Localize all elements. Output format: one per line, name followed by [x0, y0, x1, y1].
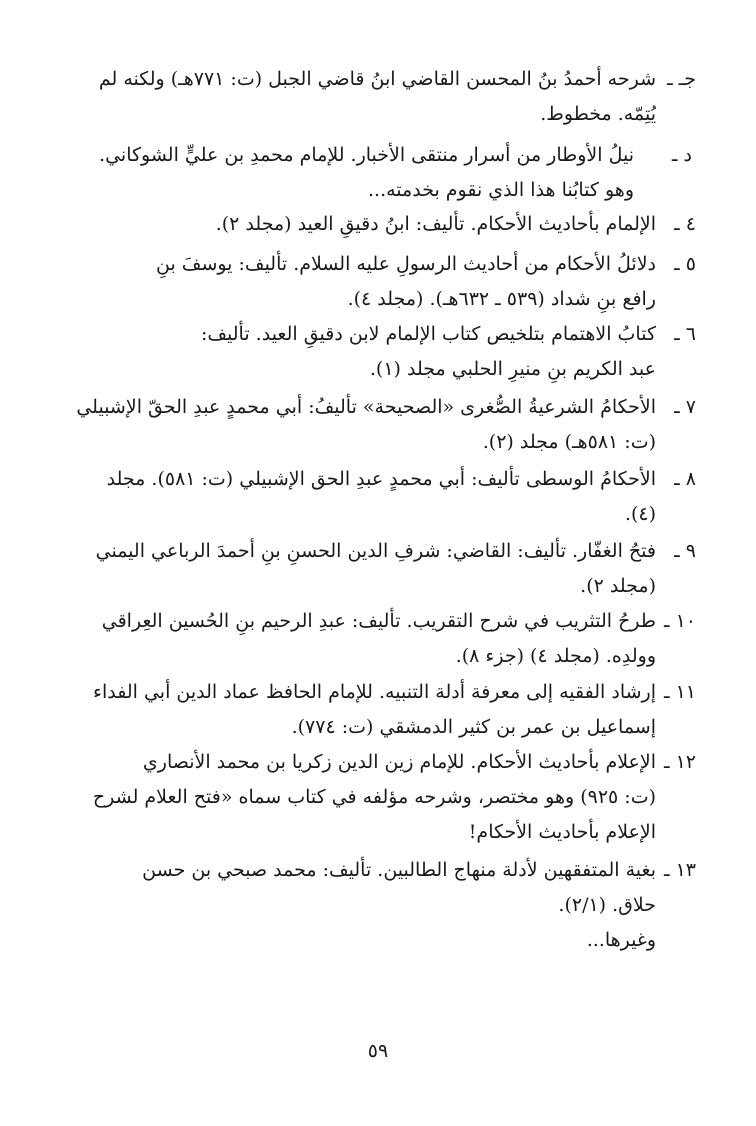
item-text-line: (مجلد ٢).	[580, 575, 656, 597]
item-text-line: يُتِمّه. مخطوط.	[540, 103, 656, 125]
item-text-line: (ت: ٥٨١هـ) مجلد (٢).	[482, 431, 656, 453]
list-item	[72, 853, 696, 958]
item-text-line: شرحه أحمدُ بنُ المحسن القاضي ابنُ قاضي الجبل (ت: ٧٧١هـ) ولكنه لم	[98, 68, 656, 90]
item-marker: ٥ ـ	[674, 253, 696, 275]
item-marker: ٩ ـ	[674, 540, 696, 562]
list-item	[72, 604, 696, 674]
list-item	[72, 534, 696, 604]
item-marker: ٧ ـ	[674, 396, 696, 418]
item-text-line: رافع بنِ شداد (٥٣٩ ـ ٦٣٢هـ). (مجلد ٤).	[347, 288, 656, 310]
item-text-line: إسماعيل بن عمر بن كثير الدمشقي (ت: ٧٧٤).	[291, 716, 656, 738]
item-marker: ٨ ـ	[674, 468, 696, 490]
item-text-line: بغية المتفقهين لأدلة منهاج الطالبين. تأليف: محمد صبحي بن حسن	[142, 859, 656, 881]
item-text-line: الأحكامُ الوسطى تأليف: أبي محمدٍ عبدِ الحق الإشبيلي (ت: ٥٨١). مجلد	[106, 468, 656, 490]
item-text-line: وولدِه. (مجلد ٤) (جزء ٨).	[455, 645, 656, 667]
item-text-line: حلاق. (٢/١).	[558, 894, 656, 916]
item-text-line: وهو كتابُنا هذا الذي نقوم بخدمته...	[368, 179, 634, 201]
list-item	[72, 462, 696, 532]
item-marker: د ـ	[671, 144, 692, 166]
item-marker: ١٠ ـ	[663, 610, 696, 632]
item-marker: جـ ـ	[667, 68, 696, 90]
item-marker: ١١ ـ	[663, 681, 696, 703]
list-item	[72, 317, 696, 387]
item-text-line: عبد الكريم بنِ منيرِ الحلبي مجلد (١).	[369, 358, 656, 380]
item-text-line: الأحكامُ الشرعيةُ الصُّغرى «الصحيحة» تأليفُ: أبي محمدٍ عبدِ الحقّ الإشبيلي	[76, 396, 656, 418]
item-marker: ٦ ـ	[674, 323, 696, 345]
item-text-line: (٤).	[624, 503, 656, 525]
item-text-line: طرحُ التثريب في شرح التقريب. تأليف: عبدِ الرحيم بنِ الحُسين العِراقي	[101, 610, 656, 632]
item-text-line: فتحُ الغفّار. تأليف: القاضي: شرفِ الدين الحسنِ بنِ أحمدَ الرباعي اليمني	[95, 540, 656, 562]
page-number: ٥٩	[367, 1040, 389, 1062]
item-text-line: دلائلُ الأحكام من أحاديث الرسولِ عليه السلام. تأليف: يوسفَ بنِ	[155, 253, 656, 275]
item-text-line: كتابُ الاهتمام بتلخيص كتاب الإلمام لابن دقيقِ العيد. تأليف:	[200, 323, 656, 345]
list-item	[72, 745, 696, 850]
list-item	[72, 62, 696, 132]
item-text-line: الإعلام بأحاديث الأحكام!	[468, 821, 656, 843]
item-marker: ١٣ ـ	[663, 859, 696, 881]
list-item	[82, 138, 692, 208]
item-text-line: الإلمام بأحاديث الأحكام. تأليف: ابنُ دقيقِ العيد (مجلد ٢).	[215, 213, 656, 235]
item-marker: ١٢ ـ	[663, 751, 696, 773]
item-text-line: وغيرها...	[586, 929, 656, 951]
item-marker: ٤ ـ	[674, 213, 696, 235]
item-text-line: إرشاد الفقيه إلى معرفة أدلة التنبيه. للإمام الحافظ عماد الدين أبي الفداء	[93, 681, 656, 703]
item-text-line: الإعلام بأحاديث الأحكام. للإمام زين الدين زكريا بن محمد الأنصاري	[142, 751, 656, 773]
list-item	[72, 390, 696, 460]
item-text-line: نيلُ الأوطار من أسرار منتقى الأخبار. للإمام محمدِ بن عليٍّ الشوكاني.	[99, 144, 634, 166]
list-item	[72, 675, 696, 745]
list-item	[72, 247, 696, 317]
list-item	[72, 207, 696, 242]
item-text-line: (ت: ٩٢٥) وهو مختصر، وشرحه مؤلفه في كتاب سماه «فتح العلام لشرح	[92, 786, 656, 808]
